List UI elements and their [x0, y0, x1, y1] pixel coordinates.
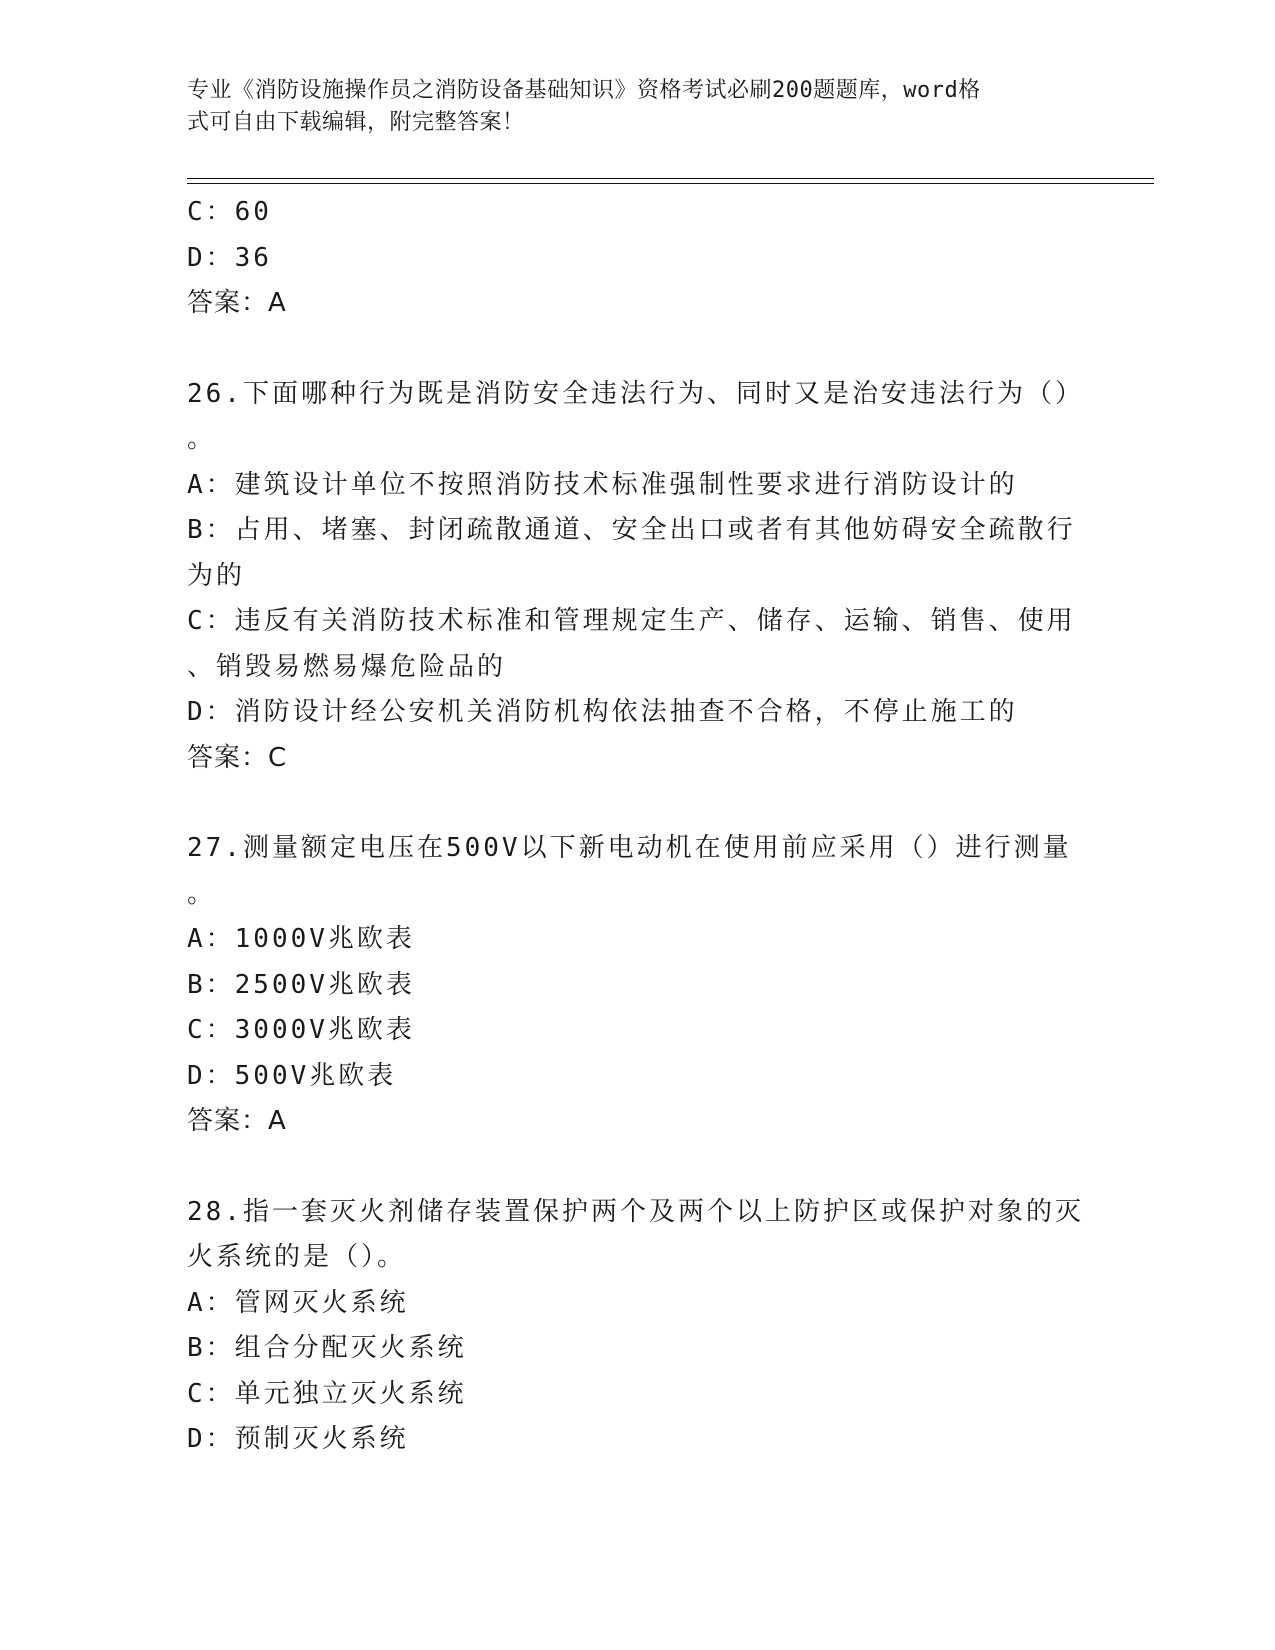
header-line-1: 专业《消防设施操作员之消防设备基础知识》资格考试必刷200题题库，word格 [187, 78, 981, 103]
option-b: B：2500V兆欧表 [187, 969, 415, 1000]
option-a: A：建筑设计单位不按照消防技术标准强制性要求进行消防设计的 [187, 469, 1018, 500]
answer: 答案：A [187, 1106, 287, 1136]
question-stem-continued: 火系统的是（）。 [187, 1242, 407, 1272]
question-stem-continued: 。 [187, 878, 217, 909]
option-a: A：1000V兆欧表 [187, 924, 415, 954]
spacer [187, 1145, 1067, 1190]
option-d: D：36 [187, 242, 272, 273]
question-28 [187, 1190, 1084, 1463]
answer: 答案：C [187, 742, 288, 773]
option-b: B：组合分配灭火系统 [187, 1333, 467, 1363]
question-content [187, 190, 1084, 1463]
question-27 [187, 826, 1072, 1145]
question-stem: 27.测量额定电压在500V以下新电动机在使用前应采用（）进行测量 [187, 833, 1072, 863]
spacer [187, 327, 1067, 372]
option-d: D：预制灭火系统 [187, 1424, 409, 1454]
option-c: C：违反有关消防技术标准和管理规定生产、储存、运输、销售、使用 [187, 606, 1076, 636]
question-stem: 28.指一套灭火剂储存装置保护两个及两个以上防护区或保护对象的灭 [187, 1196, 1084, 1227]
question-26 [187, 372, 1084, 782]
option-c: C：3000V兆欧表 [187, 1015, 415, 1045]
option-c: C：单元独立灭火系统 [187, 1378, 467, 1409]
question-stem-continued: 。 [187, 424, 217, 454]
option-d: D：消防设计经公安机关消防机构依法抽查不合格，不停止施工的 [187, 697, 1018, 727]
option-b: B：占用、堵塞、封闭疏散通道、安全出口或者有其他妨碍安全疏散行 [187, 515, 1076, 545]
question-stem: 26.下面哪种行为既是消防安全违法行为、同时又是治安违法行为（） [187, 378, 1084, 409]
header-rule-top [187, 178, 1154, 179]
header-rule-bottom [187, 183, 1154, 184]
option-b-continued: 为的 [187, 560, 246, 591]
document-header [187, 75, 1067, 139]
option-c: C：60 [187, 197, 272, 227]
spacer [187, 781, 1067, 826]
previous-question [187, 190, 1067, 327]
option-d: D：500V兆欧表 [187, 1060, 397, 1091]
header-line-2: 式可自由下载编辑，附完整答案！ [187, 110, 525, 135]
option-a: A：管网灭火系统 [187, 1287, 409, 1318]
answer: 答案：A [187, 288, 287, 318]
option-c-continued: 、销毁易燃易爆危险品的 [187, 651, 507, 682]
